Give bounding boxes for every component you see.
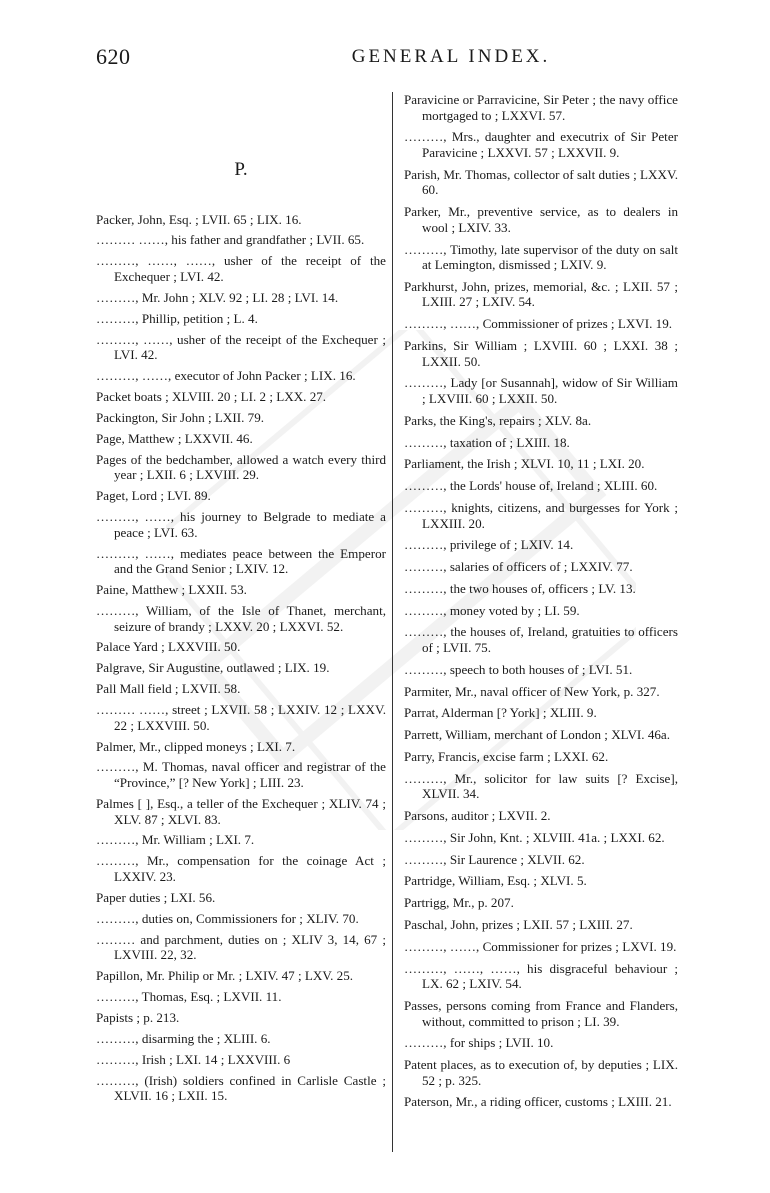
- index-entry: Paschal, John, prizes ; LXII. 57 ; LXIII. 27.: [404, 916, 633, 932]
- index-entry: Packer, John, Esq. ; LVII. 65 ; LIX. 16.: [96, 211, 302, 227]
- index-entry: ………, privilege of ; LXIV. 14.: [404, 537, 574, 553]
- index-entry: ………, ……, ……, usher of the receipt of the Exchequer ; LVI. 42.: [96, 253, 386, 284]
- index-entry: ………, M. Thomas, naval officer and registrar of the “Province,” [? New York] ; LIII. 23.: [96, 759, 386, 791]
- index-entry: Parrat, Alderman [? York] ; XLIII. 9.: [404, 705, 597, 721]
- index-entry: Papists ; p. 213.: [96, 1009, 180, 1025]
- index-entry: Parks, the King's, repairs ; XLV. 8a.: [404, 412, 592, 428]
- index-entry: ………, ……, executor of John Packer ; LIX. 16.: [96, 368, 356, 384]
- index-entry: ………, Phillip, petition ; L. 4.: [96, 310, 258, 326]
- index-entry: Packet boats ; XLVIII. 20 ; LI. 2 ; LXX. 27.: [96, 389, 327, 405]
- index-entry: Palmes [ ], Esq., a teller of the Exchequer ; XLIV. 74 ; XLV. 87 ; XLVI. 83.: [96, 795, 386, 827]
- index-entry: ………, ……, his journey to Belgrade to mediate a peace ; LVI. 63.: [96, 509, 386, 540]
- index-entry: ………, the two houses of, officers ; LV. 13.: [404, 580, 636, 596]
- index-entry: ………, Mr., solicitor for law suits [? Excise], XLVII. 34.: [404, 770, 678, 802]
- index-entry: ………, ……, usher of the receipt of the Exchequer ; LVI. 42.: [96, 331, 386, 363]
- index-entry: Paine, Matthew ; LXXII. 53.: [96, 582, 247, 598]
- index-entry: Paterson, Mr., a riding officer, customs ; LXIII. 21.: [404, 1094, 672, 1110]
- left-column: [96, 92, 386, 1109]
- index-entry: ………, William, of the Isle of Thanet, merchant, seizure of brandy ; LXXV. 20 ; LXXVI. 52.: [96, 602, 386, 634]
- index-entry: ………, the Lords' house of, Ireland ; XLIII. 60.: [404, 478, 658, 494]
- index-entry: Parsons, auditor ; LXVII. 2.: [404, 808, 551, 824]
- index-entry: Parkhurst, John, prizes, memorial, &c. ; LXII. 57 ; LXIII. 27 ; LXIV. 54.: [404, 278, 678, 310]
- index-entry: ……… ……, street ; LXVII. 58 ; LXXIV. 12 ; LXXV. 22 ; LXXVIII. 50.: [96, 702, 386, 733]
- left-entry-list: [96, 212, 386, 1104]
- index-entry: Pall Mall field ; LXVII. 58.: [96, 681, 241, 697]
- index-entry: ………, Sir John, Knt. ; XLVIII. 41a. ; LXXI. 62.: [404, 829, 665, 845]
- index-entry: ………, Mrs., daughter and executrix of Sir Peter Paravicine ; LXXVI. 57 ; LXXVII. 9.: [404, 129, 678, 160]
- index-entry: ………, for ships ; LVII. 10.: [404, 1035, 554, 1051]
- index-entry: Page, Matthew ; LXXVII. 46.: [96, 430, 253, 446]
- index-entry: Parish, Mr. Thomas, collector of salt duties ; LXXV. 60.: [404, 166, 678, 198]
- index-entry: ………, salaries of officers of ; LXXIV. 77.: [404, 559, 633, 575]
- index-entry: Paget, Lord ; LVI. 89.: [96, 488, 211, 504]
- index-entry: Parkins, Sir William ; LXVIII. 60 ; LXXI. 38 ; LXXII. 50.: [404, 338, 678, 369]
- index-entry: ………, the houses of, Ireland, gratuities to officers of ; LVII. 75.: [404, 624, 678, 655]
- index-entry: ………, Sir Laurence ; XLVII. 62.: [404, 851, 585, 867]
- index-entry: ……… and parchment, duties on ; XLIV 3, 14, 67 ; LXVIII. 22, 32.: [96, 931, 386, 963]
- index-entry: Parrett, William, merchant of London ; XLVI. 46a.: [404, 727, 671, 743]
- index-entry: ………, Lady [or Susannah], widow of Sir William ; LXVIII. 60 ; LXXII. 50.: [404, 375, 678, 406]
- index-entry: Parmiter, Mr., naval officer of New York, p. 327.: [404, 683, 660, 699]
- index-entry: Parliament, the Irish ; XLVI. 10, 11 ; LXI. 20.: [404, 456, 645, 472]
- section-letter: P.: [234, 159, 248, 180]
- index-entry: ………, ……, ……, his disgraceful behaviour ; LX. 62 ; LXIV. 54.: [404, 960, 678, 992]
- page-header: [96, 44, 696, 80]
- index-entry: ………, Mr. William ; LXI. 7.: [96, 832, 255, 848]
- right-column: [404, 92, 678, 1116]
- index-entry: Pages of the bedchamber, allowed a watch every third year ; LXII. 6 ; LXVIII. 29.: [96, 451, 386, 483]
- index-entry: ………, knights, citizens, and burgesses for York ; LXXIII. 20.: [404, 499, 678, 531]
- index-entry: ……… ……, his father and grandfather ; LVII. 65.: [96, 232, 365, 248]
- index-entry: Paravicine or Parravicine, Sir Peter ; the navy office mortgaged to ; LXXVI. 57.: [404, 92, 678, 123]
- index-entry: Papillon, Mr. Philip or Mr. ; LXIV. 47 ; LXV. 25.: [96, 968, 354, 984]
- right-entry-list: [404, 92, 678, 1110]
- index-entry: Paper duties ; LXI. 56.: [96, 889, 216, 905]
- index-entry: Palace Yard ; LXXVIII. 50.: [96, 639, 241, 655]
- index-entry: Partridge, William, Esq. ; XLVI. 5.: [404, 873, 587, 889]
- index-entry: ………, disarming the ; XLIII. 6.: [96, 1030, 271, 1046]
- index-entry: ………, money voted by ; LI. 59.: [404, 602, 580, 618]
- index-entry: ………, (Irish) soldiers confined in Carlisle Castle ; XLVII. 16 ; LXII. 15.: [96, 1072, 386, 1104]
- index-entry: Parker, Mr., preventive service, as to dealers in wool ; LXIV. 33.: [404, 204, 678, 235]
- page-number: 620: [96, 44, 131, 69]
- index-entry: Passes, persons coming from France and Flanders, without, committed to prison ; LI. 39.: [404, 997, 678, 1029]
- index-entry: ………, Timothy, late supervisor of the duty on salt at Lemington, dismissed ; LXIV. 9.: [404, 241, 678, 273]
- index-entry: ………, Mr. John ; XLV. 92 ; LI. 28 ; LVI. 14.: [96, 289, 339, 305]
- index-entry: ………, duties on, Commissioners for ; XLIV. 70.: [96, 910, 359, 926]
- index-entry: ………, Mr., compensation for the coinage Act ; LXXIV. 23.: [96, 853, 386, 884]
- index-entry: Partrigg, Mr., p. 207.: [404, 895, 514, 911]
- index-entry: ………, Thomas, Esq. ; LXVII. 11.: [96, 988, 282, 1004]
- index-entry: ………, speech to both houses of ; LVI. 51.: [404, 661, 633, 677]
- index-entry: Patent places, as to execution of, by deputies ; LIX. 52 ; p. 325.: [404, 1057, 678, 1088]
- running-title: GENERAL INDEX.: [351, 46, 551, 67]
- index-entry: ………, ……, Commissioner of prizes ; LXVI. 19.: [404, 316, 673, 332]
- index-entry: ………, Irish ; LXI. 14 ; LXXVIII. 6: [96, 1051, 291, 1067]
- column-divider: [392, 92, 393, 1152]
- index-entry: Palgrave, Sir Augustine, outlawed ; LIX. 19.: [96, 660, 330, 676]
- index-entry: Parry, Francis, excise farm ; LXXI. 62.: [404, 748, 609, 764]
- index-entry: ………, ……, mediates peace between the Emperor and the Grand Senior ; LXIV. 12.: [96, 545, 386, 577]
- index-entry: Palmer, Mr., clipped moneys ; LXI. 7.: [96, 738, 296, 754]
- index-entry: ………, ……, Commissioner for prizes ; LXVI. 19.: [404, 938, 677, 954]
- index-entry: ………, taxation of ; LXIII. 18.: [404, 434, 570, 450]
- index-entry: Packington, Sir John ; LXII. 79.: [96, 409, 265, 425]
